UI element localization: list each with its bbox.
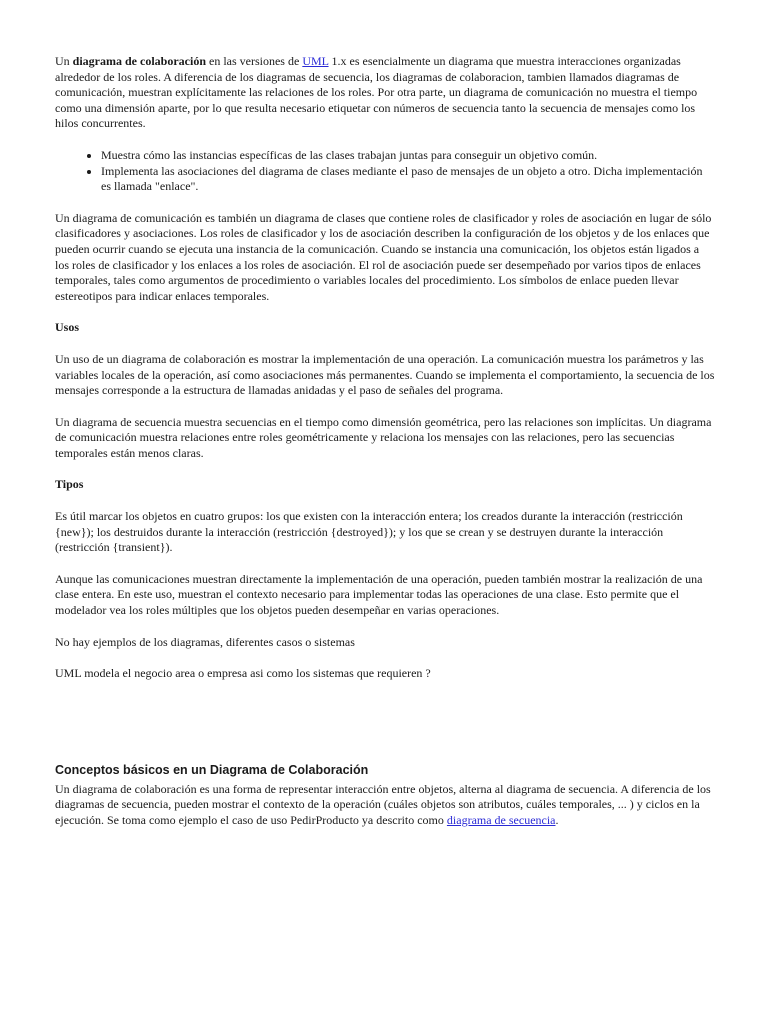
tipos-paragraph-2: Aunque las comunicaciones muestran directamente la implementación de una operación, pueden también mostrar la realización de una clase entera. En este uso, muestran el contexto necesario para implementar todas las operaciones de una clase. Esto permite que el modelador vea los roles múltiples que los objetos pueden desempeñar en varias operaciones.	[55, 571, 703, 618]
usos-heading: Usos	[55, 320, 80, 335]
usos-paragraph-1: Un uso de un diagrama de colaboración es mostrar la implementación de una operación. La comunicación muestra los parámetros y las variables locales de la operación, así como asociaciones más permanentes. Cuando se implementa el comportamiento, la secuencia de los mensajes corresponde a la estructura de llamadas anidadas y el paso de señales del programa.	[55, 351, 715, 398]
tipos-paragraph-1: Es útil marcar los objetos en cuatro grupos: los que existen con la interacción entera; los creados durante la interacción (restricción {new}); los destruidos durante la interacción (restricción {destroyed}); y los que se crean y se destruyen durante la interacción (restricción {transient}).	[55, 509, 683, 555]
tipos-paragraph-4: UML modela el negocio area o empresa asi como los sistemas que requieren ?	[55, 666, 431, 681]
intro-text-3: 1.x es esencialmente un diagrama que muestra interacciones organizadas alrededor de los roles. A diferencia de los diagramas de secuencia, los diagramas de colaboracion, tambien llamados diagramas de comunicación, muestran explícitamente las relaciones de los roles. Por otra parte, un diagrama de comunicación no muestra el tiempo como una dimensión aparte, por lo que resulta necesario etiquetar con números de secuencia tanto la secuencia de mensajes como los hilos concurrentes.	[55, 54, 698, 131]
diagrama-de-secuencia-link[interactable]: diagrama de secuencia	[446, 812, 556, 827]
conceptos-paragraph	[55, 782, 715, 829]
tipos-paragraph-3: No hay ejemplos de los diagramas, diferentes casos o sistemas	[55, 634, 355, 649]
conceptos-end: .	[555, 812, 559, 827]
intro-paragraph	[55, 54, 715, 132]
conceptos-heading: Conceptos básicos en un Diagrama de Colaboración	[55, 763, 369, 777]
conceptos-section	[55, 763, 715, 844]
intro-bold-term: diagrama de colaboración	[72, 54, 206, 68]
document-body	[55, 54, 715, 698]
intro-text-1: Un	[55, 54, 73, 68]
conceptos-text: Un diagrama de colaboración es una forma de representar interacción entre objetos, alterna al diagrama de secuencia. A diferencia de los diagramas de secuencia, pueden mostrar el contexto de la operación (cuáles objetos son atributos, cuáles temporales, ... ) y ciclos en la ejecución. Se toma como ejemplo el caso de uso PedirProducto ya descrito como	[55, 781, 711, 827]
usos-paragraph-2: Un diagrama de secuencia muestra secuencias en el tiempo como dimensión geométrica, pero las relaciones son implícitas. Un diagrama de comunicación muestra relaciones entre roles geométricamente y relaciona los mensajes con las relaciones, pero las secuencias temporales están menos claras.	[55, 414, 712, 460]
list-item: • Implementa las asociaciones del diagrama de clases mediante el paso de mensajes de un objeto a otro. Dicha implementación es llamada "enlace".	[101, 164, 715, 195]
intro-text-2: en las versiones de	[206, 54, 303, 68]
comunicacion-paragraph: Un diagrama de comunicación es también un diagrama de clases que contiene roles de clasificador y roles de asociación en lugar de sólo clasificadores y asociaciones. Los roles de clasificador y los de asociación describen la configuración de los objetos y de los enlaces que pueden ocurrir cuando se ejecuta una instancia de la comunicación. Cuando se instancia una comunicación, los objetos están ligados a los roles de clasificador y los enlaces a los roles de asociación. El rol de asociación puede ser desempeñado por varios tipos de enlaces temporales, tales como argumentos de procedimiento o variables locales del procedimiento. Los símbolos de enlace pueden llevar estereotipos para indicar enlaces temporales.	[55, 210, 712, 303]
features-list	[55, 148, 715, 195]
uml-link[interactable]: UML	[302, 54, 329, 68]
tipos-heading: Tipos	[55, 477, 84, 492]
list-item: • Muestra cómo las instancias específicas de las clases trabajan juntas para conseguir un objetivo común.	[101, 148, 715, 164]
